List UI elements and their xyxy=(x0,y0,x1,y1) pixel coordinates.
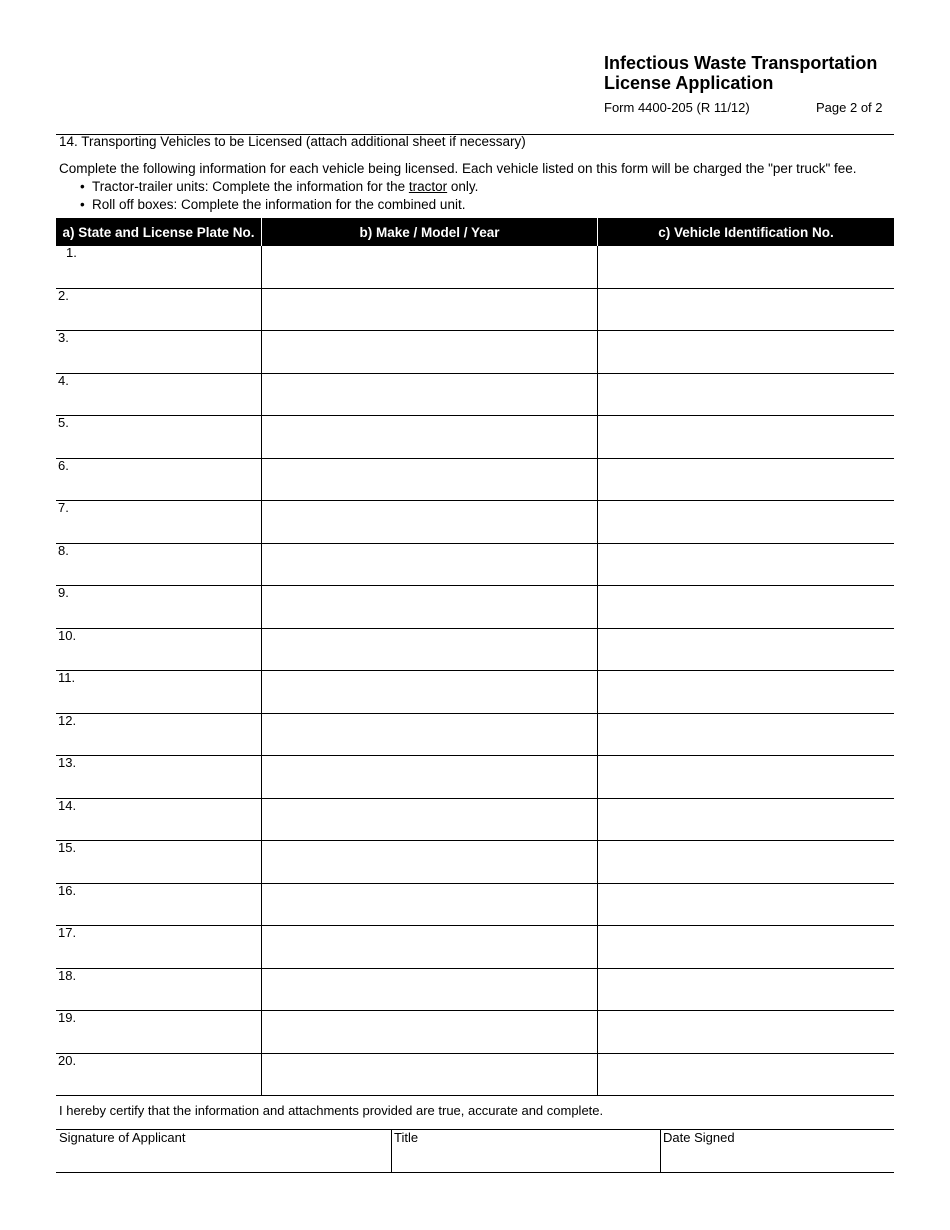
make-model-year-cell[interactable] xyxy=(262,501,598,543)
header-make-model-year: b) Make / Model / Year xyxy=(262,218,598,246)
vin-cell[interactable] xyxy=(598,374,894,416)
state-license-cell[interactable] xyxy=(56,671,262,713)
table-row xyxy=(56,799,894,842)
vin-cell[interactable] xyxy=(598,884,894,926)
make-model-year-cell[interactable] xyxy=(262,374,598,416)
vin-cell[interactable] xyxy=(598,246,894,288)
vin-cell[interactable] xyxy=(598,841,894,883)
date-signed-field[interactable] xyxy=(660,1130,894,1172)
make-model-year-cell[interactable] xyxy=(262,629,598,671)
form-number: Form 4400-205 (R 11/12) xyxy=(604,100,750,115)
table-row xyxy=(56,926,894,969)
state-license-cell[interactable] xyxy=(56,246,262,288)
page-number: Page 2 of 2 xyxy=(816,100,883,115)
row-number: 7. xyxy=(58,500,69,515)
table-body xyxy=(56,246,894,1096)
vin-cell[interactable] xyxy=(598,544,894,586)
table-row xyxy=(56,289,894,332)
bullet-roll-off: • Roll off boxes: Complete the information for the combined unit. xyxy=(80,196,899,214)
table-row xyxy=(56,629,894,672)
title-field[interactable] xyxy=(391,1130,660,1172)
state-license-cell[interactable] xyxy=(56,884,262,926)
row-number: 2. xyxy=(58,287,69,303)
vin-cell[interactable] xyxy=(598,969,894,1011)
vin-cell[interactable] xyxy=(598,1054,894,1096)
vin-cell[interactable] xyxy=(598,1011,894,1053)
form-meta xyxy=(604,100,904,116)
row-number: 5. xyxy=(58,415,69,430)
make-model-year-cell[interactable] xyxy=(262,1054,598,1096)
make-model-year-cell[interactable] xyxy=(262,331,598,373)
row-number: 17. xyxy=(58,925,77,940)
table-header xyxy=(56,218,894,246)
form-title xyxy=(604,53,904,93)
table-row xyxy=(56,246,894,289)
header-state-license: a) State and License Plate No. xyxy=(56,218,262,246)
bullet1-post: only. xyxy=(447,179,479,194)
table-row xyxy=(56,501,894,544)
table-row xyxy=(56,841,894,884)
instructions xyxy=(59,160,899,214)
table-row xyxy=(56,756,894,799)
row-number: 6. xyxy=(58,457,69,473)
table-row xyxy=(56,1011,894,1054)
row-number: 3. xyxy=(58,330,69,345)
instruction-bullets xyxy=(80,178,899,214)
form-title-line2: License Application xyxy=(604,73,774,93)
section-title: 14. Transporting Vehicles to be Licensed (attach additional sheet if necessary) xyxy=(59,134,526,149)
row-number: 11. xyxy=(58,670,76,685)
bullet1-pre: Tractor-trailer units: Complete the information for the xyxy=(92,179,409,194)
form-header xyxy=(604,53,904,116)
vin-cell[interactable] xyxy=(598,756,894,798)
make-model-year-cell[interactable] xyxy=(262,756,598,798)
make-model-year-cell[interactable] xyxy=(262,714,598,756)
vin-cell[interactable] xyxy=(598,331,894,373)
bullet1-underlined: tractor xyxy=(408,179,448,194)
row-number: 9. xyxy=(58,585,69,600)
instruction-text: Complete the following information for each vehicle being licensed. Each vehicle listed on this form will be charged the "per truck" fee. xyxy=(59,161,857,176)
vin-cell[interactable] xyxy=(598,459,894,501)
vin-cell[interactable] xyxy=(598,714,894,756)
vin-cell[interactable] xyxy=(598,629,894,671)
make-model-year-cell[interactable] xyxy=(262,1011,598,1053)
state-license-cell[interactable] xyxy=(56,501,262,543)
state-license-cell[interactable] xyxy=(56,1054,262,1096)
state-license-cell[interactable] xyxy=(56,756,262,798)
vin-cell[interactable] xyxy=(598,416,894,458)
state-license-cell[interactable] xyxy=(56,841,262,883)
bullet-tractor-trailer xyxy=(80,178,899,196)
title-label: Title xyxy=(394,1130,419,1145)
make-model-year-cell[interactable] xyxy=(262,969,598,1011)
row-number: 1. xyxy=(66,245,77,260)
make-model-year-cell[interactable] xyxy=(262,544,598,586)
make-model-year-cell[interactable] xyxy=(262,799,598,841)
table-row xyxy=(56,969,894,1012)
row-number: 10. xyxy=(58,627,77,643)
state-license-cell[interactable] xyxy=(56,799,262,841)
row-number: 15. xyxy=(58,840,77,855)
form-title-line1: Infectious Waste Transportation xyxy=(604,53,878,73)
table-row xyxy=(56,331,894,374)
make-model-year-cell[interactable] xyxy=(262,416,598,458)
row-number: 4. xyxy=(58,372,69,388)
state-license-cell[interactable] xyxy=(56,544,262,586)
state-license-cell[interactable] xyxy=(56,459,262,501)
table-row xyxy=(56,416,894,459)
vin-cell[interactable] xyxy=(598,501,894,543)
row-number: 18. xyxy=(58,967,77,983)
row-number: 8. xyxy=(58,542,69,558)
table-row xyxy=(56,671,894,714)
signature-field[interactable] xyxy=(56,1130,391,1172)
state-license-cell[interactable] xyxy=(56,1011,262,1053)
state-license-cell[interactable] xyxy=(56,926,262,968)
make-model-year-cell[interactable] xyxy=(262,926,598,968)
make-model-year-cell[interactable] xyxy=(262,884,598,926)
make-model-year-cell[interactable] xyxy=(262,459,598,501)
row-number: 19. xyxy=(58,1010,77,1025)
row-number: 12. xyxy=(58,712,77,728)
table-row xyxy=(56,544,894,587)
table-row xyxy=(56,1054,894,1097)
state-license-cell[interactable] xyxy=(56,374,262,416)
table-row xyxy=(56,459,894,502)
vehicles-table xyxy=(56,218,894,1096)
header-vin: c) Vehicle Identification No. xyxy=(658,224,834,240)
row-number: 13. xyxy=(58,755,77,770)
signature-row xyxy=(56,1129,894,1173)
vin-cell[interactable] xyxy=(598,289,894,331)
state-license-cell[interactable] xyxy=(56,289,262,331)
table-row xyxy=(56,586,894,629)
state-license-cell[interactable] xyxy=(56,416,262,458)
state-license-cell[interactable] xyxy=(56,969,262,1011)
signature-label: Signature of Applicant xyxy=(59,1130,186,1145)
make-model-year-cell[interactable] xyxy=(262,841,598,883)
table-row xyxy=(56,884,894,927)
table-row xyxy=(56,374,894,417)
vin-cell[interactable] xyxy=(598,671,894,713)
table-row xyxy=(56,714,894,757)
vin-cell[interactable] xyxy=(598,926,894,968)
make-model-year-cell[interactable] xyxy=(262,671,598,713)
state-license-cell[interactable] xyxy=(56,586,262,628)
make-model-year-cell[interactable] xyxy=(262,289,598,331)
date-label: Date Signed xyxy=(663,1130,735,1145)
state-license-cell[interactable] xyxy=(56,629,262,671)
row-number: 14. xyxy=(58,797,77,813)
vin-cell[interactable] xyxy=(598,799,894,841)
row-number: 20. xyxy=(58,1052,77,1068)
state-license-cell[interactable] xyxy=(56,714,262,756)
row-number: 16. xyxy=(58,882,77,898)
make-model-year-cell[interactable] xyxy=(262,246,598,288)
certification-statement: I hereby certify that the information and attachments provided are true, accurate and complete. xyxy=(59,1103,604,1118)
make-model-year-cell[interactable] xyxy=(262,586,598,628)
vin-cell[interactable] xyxy=(598,586,894,628)
state-license-cell[interactable] xyxy=(56,331,262,373)
